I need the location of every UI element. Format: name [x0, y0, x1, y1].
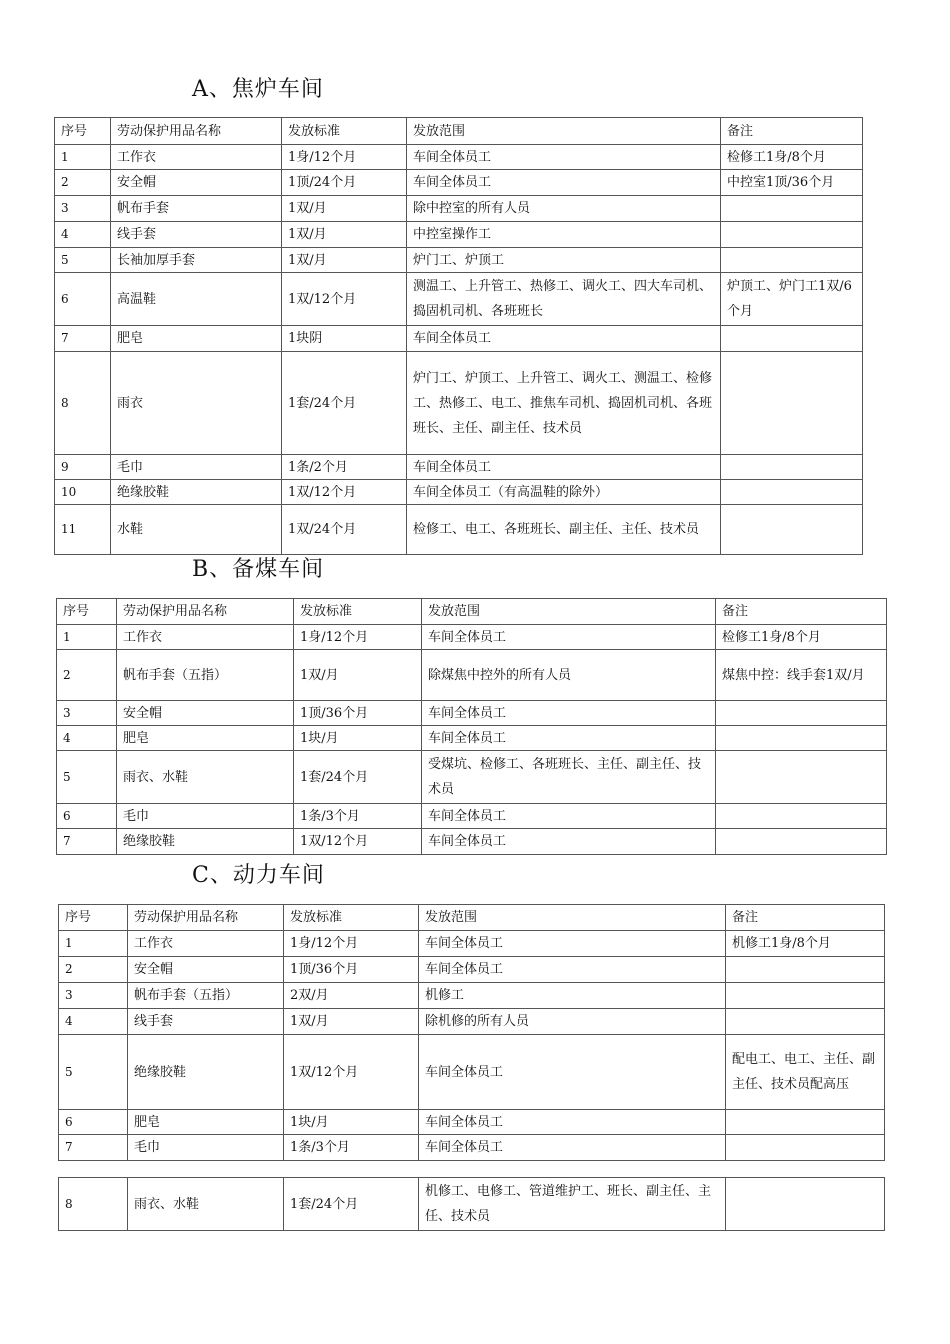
header-cell: 发放范围	[419, 905, 726, 931]
issue-scope: 车间全体员工（有高温鞋的除外）	[407, 480, 721, 505]
item-name: 帆布手套	[111, 196, 282, 222]
issue-standard: 1块阴	[282, 326, 407, 352]
issue-standard: 1双/12个月	[294, 829, 422, 855]
remarks	[721, 455, 863, 480]
issue-standard: 1条/3个月	[294, 804, 422, 829]
section-title-c: C、动力车间	[192, 863, 325, 888]
remarks	[716, 701, 887, 726]
header-cell: 序号	[57, 599, 117, 625]
row-index: 10	[55, 480, 111, 505]
remarks	[721, 326, 863, 352]
row-index: 3	[59, 983, 128, 1009]
remarks	[721, 222, 863, 248]
issue-scope: 车间全体员工	[422, 625, 716, 650]
issue-scope: 除煤焦中控外的所有人员	[422, 650, 716, 701]
issue-scope: 车间全体员工	[422, 804, 716, 829]
table-a	[54, 117, 863, 555]
item-name: 绝缘胶鞋	[117, 829, 294, 855]
item-name: 线手套	[128, 1009, 284, 1035]
issue-scope: 车间全体员工	[419, 1110, 726, 1135]
row-index: 6	[57, 804, 117, 829]
remarks	[716, 751, 887, 804]
remarks: 检修工1身/8个月	[716, 625, 887, 650]
issue-standard: 1双/24个月	[282, 505, 407, 555]
item-name: 工作衣	[128, 931, 284, 957]
item-name: 雨衣、水鞋	[128, 1178, 284, 1231]
issue-standard: 1双/12个月	[284, 1035, 419, 1110]
row-index: 8	[59, 1178, 128, 1231]
remarks	[726, 983, 885, 1009]
issue-standard: 1身/12个月	[284, 931, 419, 957]
header-cell: 发放范围	[422, 599, 716, 625]
header-cell: 备注	[721, 118, 863, 145]
issue-standard: 1双/月	[282, 248, 407, 273]
issue-standard: 1双/月	[282, 222, 407, 248]
row-index: 6	[55, 273, 111, 326]
row-index: 2	[57, 650, 117, 701]
row-index: 11	[55, 505, 111, 555]
table-row	[55, 352, 863, 455]
table-row	[57, 726, 887, 751]
issue-standard: 1套/24个月	[284, 1178, 419, 1231]
row-index: 3	[57, 701, 117, 726]
item-name: 安全帽	[117, 701, 294, 726]
row-index: 6	[59, 1110, 128, 1135]
section-title-a: A、焦炉车间	[192, 77, 324, 102]
remarks	[721, 196, 863, 222]
row-index: 4	[59, 1009, 128, 1035]
row-index: 1	[59, 931, 128, 957]
row-index: 8	[55, 352, 111, 455]
issue-standard: 1身/12个月	[282, 145, 407, 170]
issue-scope: 车间全体员工	[407, 145, 721, 170]
issue-scope: 炉门工、炉顶工、上升管工、调火工、测温工、检修工、热修工、电工、推焦车司机、捣固机司机、各班班长、主任、副主任、技术员	[407, 352, 721, 455]
issue-standard: 1双/12个月	[282, 480, 407, 505]
item-name: 高温鞋	[111, 273, 282, 326]
remarks: 配电工、电工、主任、副主任、技术员配高压	[726, 1035, 885, 1110]
item-name: 安全帽	[128, 957, 284, 983]
issue-scope: 车间全体员工	[422, 726, 716, 751]
section-title-b: B、备煤车间	[192, 557, 325, 582]
item-name: 水鞋	[111, 505, 282, 555]
header-cell: 发放标准	[282, 118, 407, 145]
issue-standard: 1条/2个月	[282, 455, 407, 480]
issue-scope: 车间全体员工	[422, 701, 716, 726]
issue-scope: 炉门工、炉顶工	[407, 248, 721, 273]
row-index: 5	[57, 751, 117, 804]
item-name: 绝缘胶鞋	[128, 1035, 284, 1110]
row-index: 2	[55, 170, 111, 196]
table-row	[55, 145, 863, 170]
table-b	[56, 598, 887, 855]
table-row	[59, 983, 885, 1009]
table-row	[57, 751, 887, 804]
remarks: 检修工1身/8个月	[721, 145, 863, 170]
header-cell: 备注	[716, 599, 887, 625]
issue-scope: 车间全体员工	[407, 170, 721, 196]
item-name: 毛巾	[111, 455, 282, 480]
table-row	[57, 625, 887, 650]
issue-standard: 1顶/24个月	[282, 170, 407, 196]
item-name: 毛巾	[117, 804, 294, 829]
table-row	[57, 829, 887, 855]
remarks: 煤焦中控：线手套1双/月	[716, 650, 887, 701]
row-index: 1	[55, 145, 111, 170]
remarks: 炉顶工、炉门工1双/6个月	[721, 273, 863, 326]
issue-standard: 1身/12个月	[294, 625, 422, 650]
header-cell: 发放标准	[284, 905, 419, 931]
item-name: 帆布手套（五指）	[117, 650, 294, 701]
table-row	[55, 248, 863, 273]
table-row	[55, 455, 863, 480]
issue-scope: 车间全体员工	[407, 455, 721, 480]
header-cell: 序号	[59, 905, 128, 931]
table-row	[57, 701, 887, 726]
header-cell: 序号	[55, 118, 111, 145]
issue-scope: 除机修的所有人员	[419, 1009, 726, 1035]
remarks	[716, 726, 887, 751]
remarks: 中控室1顶/36个月	[721, 170, 863, 196]
row-index: 2	[59, 957, 128, 983]
issue-standard: 2双/月	[284, 983, 419, 1009]
row-index: 7	[57, 829, 117, 855]
issue-scope: 车间全体员工	[419, 931, 726, 957]
table-row	[57, 804, 887, 829]
remarks	[726, 1009, 885, 1035]
row-index: 4	[57, 726, 117, 751]
issue-scope: 车间全体员工	[407, 326, 721, 352]
issue-standard: 1块/月	[284, 1110, 419, 1135]
issue-standard: 1双/月	[294, 650, 422, 701]
issue-standard: 1顶/36个月	[284, 957, 419, 983]
issue-scope: 车间全体员工	[419, 1035, 726, 1110]
remarks	[716, 804, 887, 829]
row-index: 4	[55, 222, 111, 248]
table-row	[59, 1110, 885, 1135]
table-c-continued	[58, 1177, 885, 1231]
remarks	[721, 505, 863, 555]
issue-scope: 除中控室的所有人员	[407, 196, 721, 222]
issue-standard: 1套/24个月	[282, 352, 407, 455]
table-row	[55, 196, 863, 222]
item-name: 长袖加厚手套	[111, 248, 282, 273]
issue-scope: 车间全体员工	[422, 829, 716, 855]
issue-scope: 受煤坑、检修工、各班班长、主任、副主任、技术员	[422, 751, 716, 804]
table-row	[55, 222, 863, 248]
item-name: 工作衣	[111, 145, 282, 170]
table-row	[59, 1009, 885, 1035]
item-name: 绝缘胶鞋	[111, 480, 282, 505]
remarks	[726, 1110, 885, 1135]
header-cell: 备注	[726, 905, 885, 931]
issue-scope: 测温工、上升管工、热修工、调火工、四大车司机、捣固机司机、各班班长	[407, 273, 721, 326]
table-row	[55, 170, 863, 196]
issue-scope: 中控室操作工	[407, 222, 721, 248]
table-row	[59, 957, 885, 983]
issue-standard: 1块/月	[294, 726, 422, 751]
header-cell: 劳动保护用品名称	[111, 118, 282, 145]
table-row	[59, 1178, 885, 1231]
table-row	[57, 650, 887, 701]
table-header-row	[57, 599, 887, 625]
header-cell: 劳动保护用品名称	[128, 905, 284, 931]
item-name: 雨衣	[111, 352, 282, 455]
row-index: 3	[55, 196, 111, 222]
issue-standard: 1双/12个月	[282, 273, 407, 326]
row-index: 9	[55, 455, 111, 480]
header-cell: 劳动保护用品名称	[117, 599, 294, 625]
issue-scope: 车间全体员工	[419, 957, 726, 983]
item-name: 肥皂	[111, 326, 282, 352]
issue-scope: 机修工	[419, 983, 726, 1009]
remarks: 机修工1身/8个月	[726, 931, 885, 957]
table-row	[55, 326, 863, 352]
issue-standard: 1条/3个月	[284, 1135, 419, 1161]
item-name: 雨衣、水鞋	[117, 751, 294, 804]
table-row	[59, 931, 885, 957]
item-name: 肥皂	[128, 1110, 284, 1135]
issue-scope: 检修工、电工、各班班长、副主任、主任、技术员	[407, 505, 721, 555]
row-index: 1	[57, 625, 117, 650]
item-name: 工作衣	[117, 625, 294, 650]
issue-scope: 机修工、电修工、管道维护工、班长、副主任、主任、技术员	[419, 1178, 726, 1231]
issue-standard: 1双/月	[282, 196, 407, 222]
issue-standard: 1双/月	[284, 1009, 419, 1035]
item-name: 肥皂	[117, 726, 294, 751]
remarks	[726, 1178, 885, 1231]
remarks	[716, 829, 887, 855]
item-name: 安全帽	[111, 170, 282, 196]
issue-standard: 1顶/36个月	[294, 701, 422, 726]
issue-scope: 车间全体员工	[419, 1135, 726, 1161]
issue-standard: 1套/24个月	[294, 751, 422, 804]
row-index: 5	[59, 1035, 128, 1110]
row-index: 5	[55, 248, 111, 273]
table-row	[55, 505, 863, 555]
table-header-row	[59, 905, 885, 931]
table-row	[59, 1135, 885, 1161]
table-c	[58, 904, 885, 1161]
item-name: 帆布手套（五指）	[128, 983, 284, 1009]
header-cell: 发放标准	[294, 599, 422, 625]
header-cell: 发放范围	[407, 118, 721, 145]
table-row	[59, 1035, 885, 1110]
remarks	[726, 1135, 885, 1161]
item-name: 毛巾	[128, 1135, 284, 1161]
row-index: 7	[55, 326, 111, 352]
table-row	[55, 480, 863, 505]
remarks	[721, 352, 863, 455]
table-row	[55, 273, 863, 326]
row-index: 7	[59, 1135, 128, 1161]
item-name: 线手套	[111, 222, 282, 248]
remarks	[726, 957, 885, 983]
table-header-row	[55, 118, 863, 145]
remarks	[721, 248, 863, 273]
remarks	[721, 480, 863, 505]
